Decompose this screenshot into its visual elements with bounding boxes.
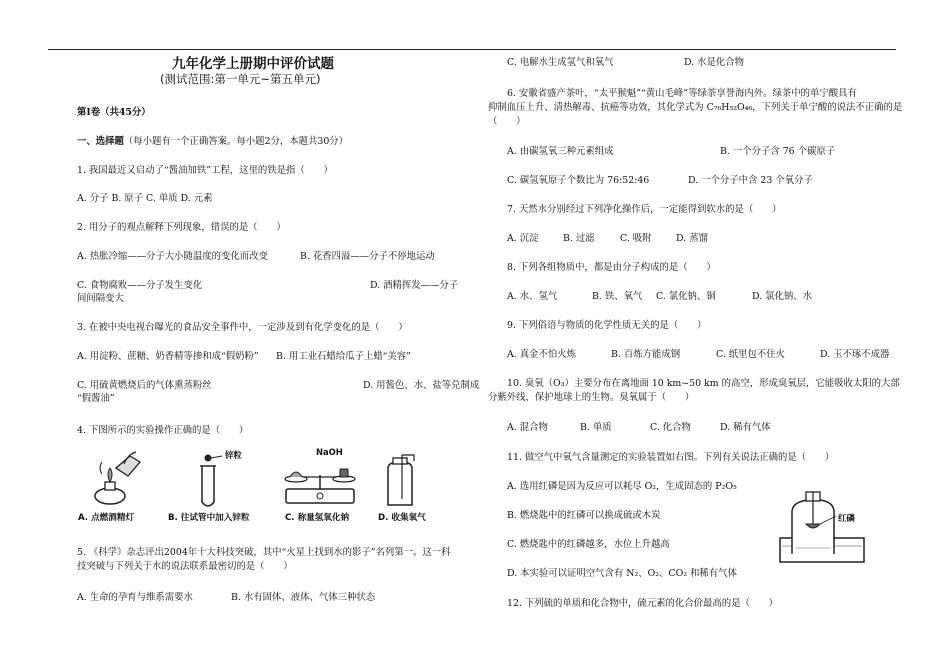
question-3-option-d: D. 用酱色、水、盐等兑制成	[363, 380, 480, 391]
question-2: 2. 用分子的观点解释下列现象，错误的是（ ）	[77, 222, 286, 233]
caption-b: B. 往试管中加入锌粒	[168, 513, 250, 523]
question-7-option-b: B. 过滤	[563, 233, 595, 244]
alcohol-lamp-illustration	[88, 448, 148, 508]
question-2-option-b: B. 花香四溢——分子不停地运动	[300, 251, 435, 262]
header-rule	[48, 49, 896, 50]
question-10-option-c: C. 化合物	[650, 422, 691, 433]
question-11: 11. 做空气中氧气含量测定的实验装置如右图。下列有关说法正确的是（ ）	[507, 452, 835, 463]
question-10-option-a: A. 混合物	[507, 422, 548, 433]
question-2-option-c: C. 食物腐败——分子发生变化	[77, 280, 203, 291]
question-9: 9. 下列俗语与物质的化学性质无关的是（ ）	[507, 320, 707, 331]
question-9-option-b: B. 百炼方能成钢	[611, 349, 681, 360]
question-1-options: A. 分子 B. 原子 C. 单质 D. 元素	[77, 193, 213, 204]
question-7: 7. 天然水分别经过下列净化操作后，一定能得到软水的是（ ）	[507, 204, 782, 215]
question-8-option-a: A. 水、氢气	[507, 291, 558, 302]
question-9-option-a: A. 真金不怕火炼	[507, 349, 576, 360]
question-10-cont: 分紫外线，保护地球上的生物。臭氧属于（ ）	[488, 392, 695, 403]
question-8-option-c: C. 氯化钠、铜	[656, 291, 716, 302]
question-3-option-c: C. 用硫黄燃烧后的气体熏蒸粉丝	[77, 380, 212, 391]
bell-jar-illustration	[778, 488, 870, 566]
balance-illustration	[282, 455, 358, 510]
question-5: 5. 《科学》杂志评出2004年十大科技突破，其中“火星上找到水的影子”名列第一。这一科	[77, 547, 451, 558]
label-zinc: 锌粒	[225, 450, 242, 460]
question-2-option-a: A. 热胀冷缩——分子大小随温度的变化而改变	[77, 251, 268, 262]
caption-c: C. 称量氢氧化钠	[285, 513, 350, 523]
exam-subtitle: (测试范围:第一单元~第五单元)	[160, 72, 321, 86]
question-7-option-c: C. 吸附	[620, 233, 652, 244]
question-7-option-a: A. 沉淀	[507, 233, 539, 244]
question-6-option-a: A. 由碳氢氧三种元素组成	[507, 146, 614, 157]
question-3-option-b: B. 用工业石蜡给瓜子上蜡“美容”	[276, 351, 411, 362]
question-12: 12. 下列硫的单质和化合物中，硫元素的化合价最高的是（ ）	[507, 598, 779, 609]
question-3-option-a: A. 用淀粉、蔗糖、奶香精等掺和成“假奶粉”	[77, 351, 259, 362]
question-9-option-c: C. 纸里包不住火	[716, 349, 786, 360]
question-10-option-b: B. 单质	[580, 422, 612, 433]
label-red-phosphorus: 红磷	[838, 513, 855, 523]
question-5-option-c: C. 电解水生成氢气和氧气	[507, 57, 614, 68]
section-heading	[77, 136, 348, 149]
question-6-cont-2: （ ）	[488, 116, 526, 127]
question-8-option-b: B. 铁、氧气	[592, 291, 643, 302]
question-1: 1. 我国最近又启动了“酱油加铁”工程，这里的铁是指（ ）	[77, 165, 333, 176]
caption-d: D. 收集氧气	[378, 513, 426, 523]
question-11-option-c: C. 燃烧匙中的红磷越多，水位上升越高	[507, 539, 670, 550]
question-5-option-b: B. 水有固体、液体、气体三种状态	[231, 592, 376, 603]
gas-bottle-illustration	[380, 453, 420, 511]
question-2-option-d: D. 酒精挥发——分子	[370, 280, 459, 291]
exam-title: 九年化学上册期中评价试题	[172, 56, 334, 72]
question-8: 8. 下列各组物质中，都是由分子构成的是（ ）	[507, 262, 716, 273]
question-2-option-d-cont: 间间隔变大	[77, 293, 124, 304]
question-6-cont: 抑制血压上升、清热解毒、抗癌等功效，其化学式为 C₇₆H₅₂O₄₆，下列关于单宁酸的说法不正确的是	[488, 102, 903, 113]
question-3: 3. 在被中央电视台曝光的食品安全事件中，一定涉及到有化学变化的是（ ）	[77, 322, 408, 333]
question-9-option-d: D. 玉不琢不成器	[820, 349, 890, 360]
question-10: 10. 臭氧（O₃）主要分布在离地面 10 km~50 km 的高空，形成臭氧层，它能吸收太阳的大部	[507, 378, 900, 389]
question-6: 6. 安徽省盛产茶叶，“太平猴魁”“黄山毛峰”等绿茶享誉海内外。绿茶中的单宁酸具有	[507, 88, 857, 99]
question-4: 4. 下图所示的实验操作正确的是（ ）	[77, 425, 249, 436]
question-6-option-c: C. 碳氢氧原子个数比为 76:52:46	[507, 175, 650, 186]
question-5-cont: 技突破与下列关于水的说法联系最密切的是（ ）	[77, 561, 293, 572]
question-6-option-b: B. 一个分子含 76 个碳原子	[720, 146, 836, 157]
question-8-option-d: D. 氯化钠、水	[752, 291, 813, 302]
question-3-option-d-cont: “假酱油”	[77, 393, 115, 404]
question-11-option-a: A. 选用红磷是因为反应可以耗尽 O₂，生成固态的 P₂O₅	[507, 481, 737, 492]
caption-a: A. 点燃酒精灯	[78, 513, 135, 523]
section-title: 一、选择题	[77, 136, 124, 147]
question-5-option-a: A. 生命的孕育与维系需要水	[77, 592, 193, 603]
question-11-option-b: B. 燃烧匙中的红磷可以换成硫或木炭	[507, 510, 661, 521]
question-7-option-d: D. 蒸馏	[676, 233, 708, 244]
question-10-option-d: D. 稀有气体	[720, 422, 771, 433]
part-heading: 第Ⅰ卷（共45分）	[77, 107, 151, 118]
question-11-option-d: D. 本实验可以证明空气含有 N₂、O₂、CO₂ 和稀有气体	[507, 568, 737, 579]
question-5-option-d: D. 水是化合物	[684, 57, 745, 68]
label-naoh: NaOH	[316, 447, 343, 457]
question-6-option-d: D. 一个分子中含 23 个氧分子	[688, 175, 813, 186]
section-instructions: （每小题有一个正确答案。每小题2分，本题共30分）	[123, 136, 349, 147]
